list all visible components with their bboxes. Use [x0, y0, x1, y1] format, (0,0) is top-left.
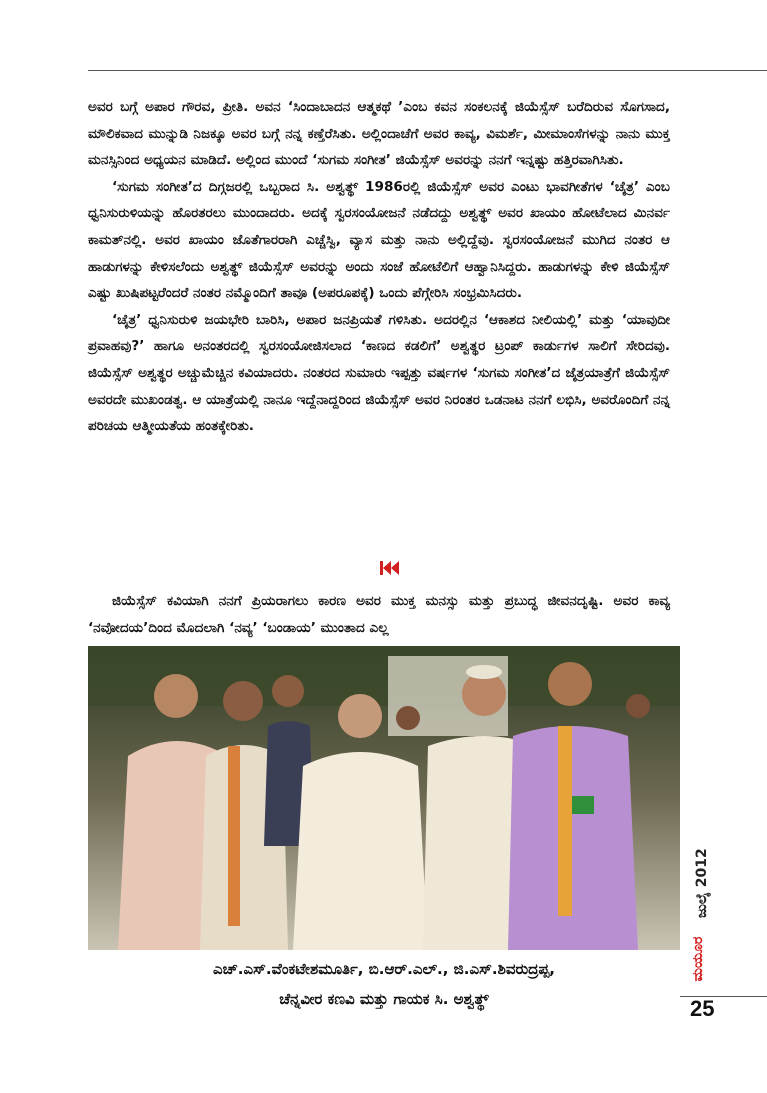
caption-line-2: ಚೆನ್ನವೀರ ಕಣವಿ ಮತ್ತು ಗಾಯಕ ಸಿ. ಅಶ್ವತ್ಥ್	[279, 990, 489, 1008]
paragraph-4: ಜಿಯೆಸ್ಸೆಸ್ ಕವಿಯಾಗಿ ನನಗೆ ಪ್ರಿಯರಾಗಲು ಕಾರಣ ಅವರ ಮುಕ್ತ ಮನಸ್ಸು ಮತ್ತು ಪ್ರಬುದ್ಧ ಜೀವನದೃಷ್ಟಿ. ಅವರ ಕಾವ್ಯ ‘ನವೋದಯ’ದಿಂದ ಮೊದಲಾಗಿ ‘ನವ್ಯ’ ‘ಬಂಡಾಯ’ ಮುಂತಾದ ಎಲ್ಲ	[88, 593, 670, 636]
article-body-continued	[88, 588, 670, 641]
paragraph-1: ಅವರ ಬಗ್ಗೆ ಅಪಾರ ಗೌರವ, ಪ್ರೀತಿ. ಅವನ ‘ಸಿಂದಾಬಾದನ ಆತ್ಮಕಥೆ ’ಎಂಬ ಕವನ ಸಂಕಲನಕ್ಕೆ ಜಿಯೆಸ್ಸೆಸ್ ಬರೆದಿರುವ ಸೊಗಸಾದ, ಮೌಲಿಕವಾದ ಮುನ್ನುಡಿ ನಿಜಕ್ಕೂ ಅವರ ಬಗ್ಗೆ ನನ್ನ ಕಣ್ತೆರೆಸಿತು. ಅಲ್ಲಿಂದಾಚೆಗೆ ಅವರ ಕಾವ್ಯ, ವಿಮರ್ಶೆ, ಮೀಮಾಂಸೆಗಳನ್ನು ನಾನು ಮುಕ್ತ ಮನಸ್ಸಿನಿಂದ ಅಧ್ಯಯನ ಮಾಡಿದೆ. ಅಲ್ಲಿಂದ ಮುಂದೆ ‘ಸುಗಮ ಸಂಗೀತ’ ಜಿಯೆಸ್ಸೆಸ್ ಅವರನ್ನು ನನಗೆ ಇನ್ನಷ್ಟು ಹತ್ತಿರವಾಗಿಸಿತು.	[88, 99, 670, 169]
issue-date-text: ಜುಲೈ 2012	[694, 848, 710, 918]
magazine-logo-text: ಮಯೂರ	[690, 936, 706, 982]
magazine-logo	[680, 930, 716, 988]
rewind-icon	[378, 558, 402, 578]
group-photo	[88, 646, 680, 950]
article-body	[88, 94, 670, 440]
caption-line-1: ಎಚ್.ಎಸ್.ವೆಂಕಟೇಶಮೂರ್ತಿ, ಬಿ.ಆರ್.ಎಲ್., ಜಿ.ಎಸ್.ಶಿವರುದ್ರಪ್ಪ,	[213, 960, 555, 978]
top-rule	[88, 70, 767, 71]
photo-caption	[88, 954, 680, 1014]
photo-illustration	[88, 646, 680, 950]
issue-date	[690, 800, 714, 920]
paragraph-3: ‘ಚೈತ್ರ’ ಧ್ವನಿಸುರುಳಿ ಜಯಭೇರಿ ಬಾರಿಸಿ, ಅಪಾರ ಜನಪ್ರಿಯತೆ ಗಳಿಸಿತು. ಅದರಲ್ಲಿನ ‘ಆಕಾಶದ ನೀಲಿಯಲ್ಲಿ’ ಮತ್ತು ‘ಯಾವುದೀ ಪ್ರವಾಹವು?’ ಹಾಗೂ ಅನಂತರದಲ್ಲಿ ಸ್ವರಸಂಯೋಜಿಸಲಾದ ‘ಕಾಣದ ಕಡಲಿಗೆ’ ಅಶ್ವತ್ಥರ ಟ್ರಂಪ್ ಕಾರ್ಡುಗಳ ಸಾಲಿಗೆ ಸೇರಿದವು. ಜಿಯೆಸ್ಸೆಸ್ ಅಶ್ವತ್ಥರ ಅಚ್ಚುಮೆಚ್ಚಿನ ಕವಿಯಾದರು. ನಂತರದ ಸುಮಾರು ಇಪ್ಪತ್ತು ವರ್ಷಗಳ ‘ಸುಗಮ ಸಂಗೀತ’ದ ಜೈತ್ರಯಾತ್ರೆಗೆ ಜಿಯೆಸ್ಸೆಸ್ ಅವರದೇ ಮುಖಂಡತ್ವ. ಆ ಯಾತ್ರೆಯಲ್ಲಿ ನಾನೂ ಇದ್ದೆನಾದ್ದರಿಂದ ಜಿಯೆಸ್ಸೆಸ್ ಅವರ ನಿರಂತರ ಒಡನಾಟ ನನಗೆ ಲಭಿಸಿ, ಅವರೊಂದಿಗೆ ನನ್ನ ಪರಿಚಯ ಆತ್ಮೀಯತೆಯ ಹಂತಕ್ಕೇರಿತು.	[88, 311, 670, 435]
page-number: 25	[690, 996, 715, 1021]
paragraph-2: ‘ಸುಗಮ ಸಂಗೀತ’ದ ದಿಗ್ಗಜರಲ್ಲಿ ಒಬ್ಬರಾದ ಸಿ. ಅಶ್ವತ್ಥ್ 1986ರಲ್ಲಿ ಜಿಯೆಸ್ಸೆಸ್ ಅವರ ಎಂಟು ಭಾವಗೀತೆಗಳ ‘ಚೈತ್ರ’ ಎಂಬ ಧ್ವನಿಸುರುಳಿಯನ್ನು ಹೊರತರಲು ಮುಂದಾದರು. ಅದಕ್ಕೆ ಸ್ವರಸಂಯೋಜನೆ ನಡೆದದ್ದು ಅಶ್ವತ್ಥ್ ಅವರ ಖಾಯಂ ಹೋಟೆಲಾದ ಮಿನರ್ವ ಕಾಮತ್‌ನಲ್ಲಿ. ಅವರ ಖಾಯಂ ಜೊತೆಗಾರರಾಗಿ ಎಚ್ಚೆಸ್ವಿ, ವ್ಯಾಸ ಮತ್ತು ನಾನು ಅಲ್ಲಿದ್ದೆವು. ಸ್ವರಸಂಯೋಜನೆ ಮುಗಿದ ನಂತರ ಆ ಹಾಡುಗಳನ್ನು ಕೇಳಿಸಲೆಂದು ಅಶ್ವತ್ಥ್ ಜಿಯೆಸ್ಸೆಸ್ ಅವರನ್ನು ಅಂದು ಸಂಜೆ ಹೋಟೆಲಿಗೆ ಆಹ್ವಾನಿಸಿದ್ದರು. ಹಾಡುಗಳನ್ನು ಕೇಳಿ ಜಿಯೆಸ್ಸೆಸ್ ಎಷ್ಟು ಖುಷಿಪಟ್ಟರೆಂದರೆ ನಂತರ ನಮ್ಮೊಂದಿಗೆ ತಾವೂ (ಅಪರೂಪಕ್ಕೆ) ಒಂದು ಪೆಗ್ಗೇರಿಸಿ ಸಂಭ್ರಮಿಸಿದರು.	[88, 178, 670, 302]
